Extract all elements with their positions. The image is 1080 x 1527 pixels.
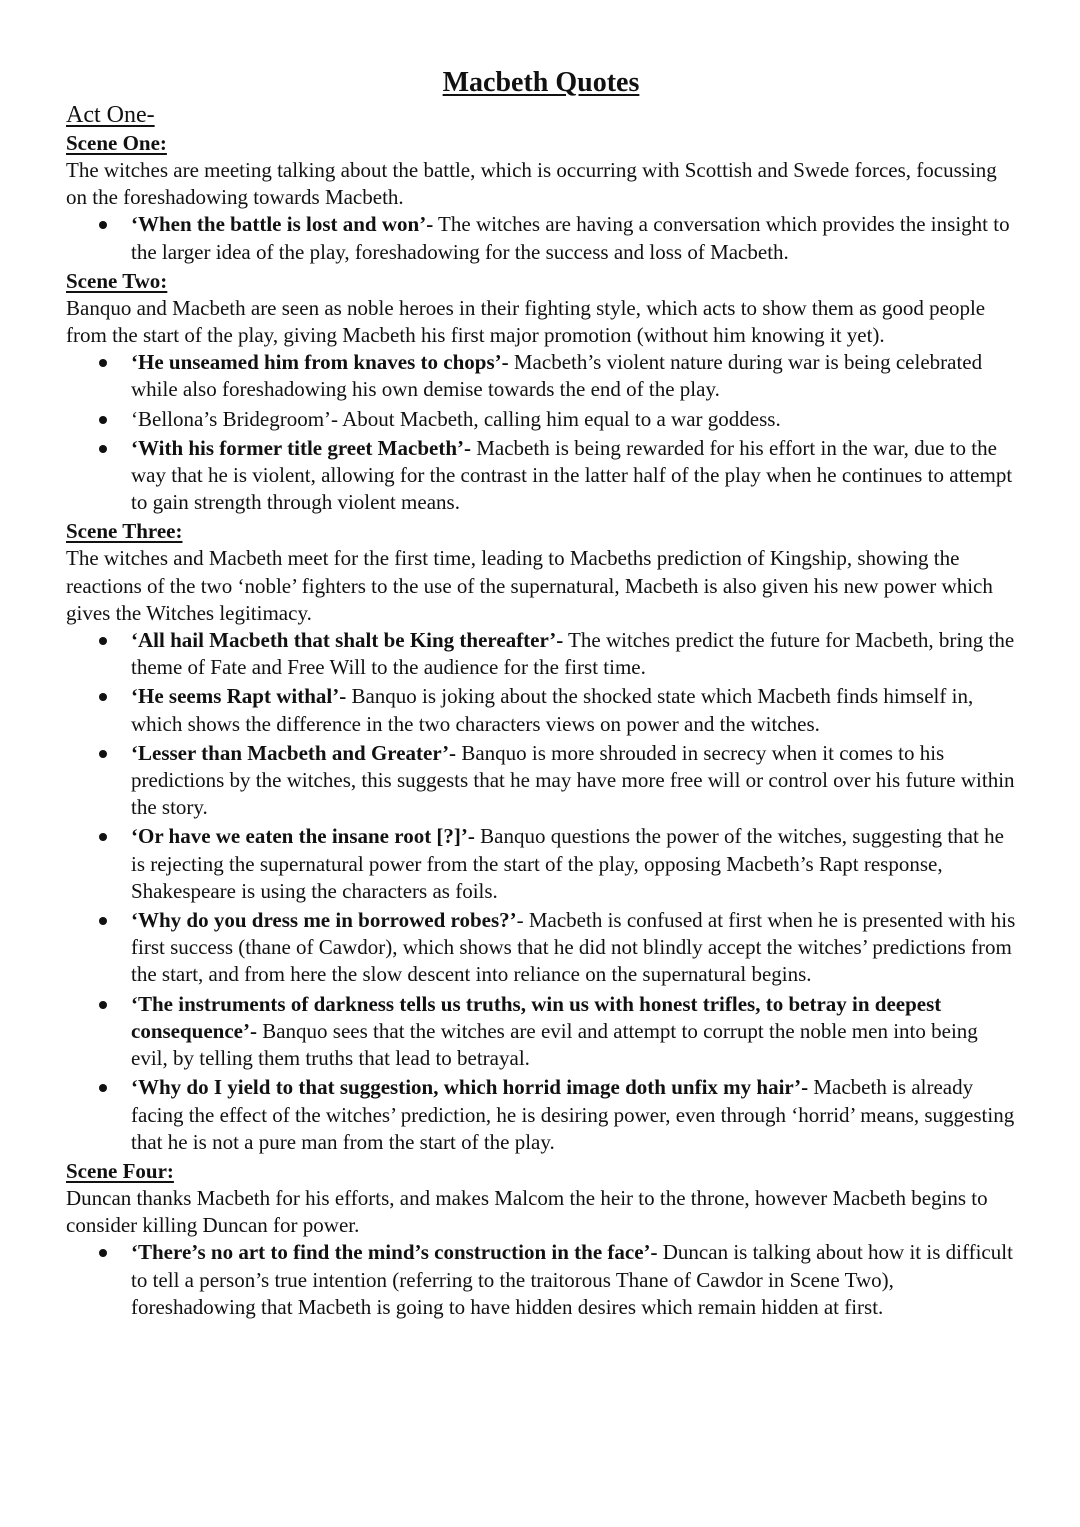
quote-item — [66, 627, 1016, 681]
document-page — [66, 66, 1016, 1323]
quote-text: ‘Lesser than Macbeth and Greater’- — [131, 740, 457, 765]
quote-explanation: Banquo is more shrouded in secrecy when it comes to his predictions by the witches, this suggests that he may have more free will or control over his future within the story. — [131, 740, 1015, 820]
quote-list — [66, 211, 1016, 265]
scenes-container — [66, 130, 1016, 1321]
quote-list — [66, 1239, 1016, 1321]
quote-explanation: Macbeth’s violent nature during war is being celebrated while also foreshadowing his own demise towards the end of the play. — [131, 350, 983, 402]
quote-text: ‘All hail Macbeth that shalt be King thereafter’- — [131, 628, 564, 653]
quote-text: ‘Why do I yield to that suggestion, which horrid image doth unfix my hair’- — [131, 1075, 809, 1100]
scene-summary: The witches and Macbeth meet for the first time, leading to Macbeths prediction of Kingship, showing the reactions of the two ‘noble’ fighters to the use of the supernatural, Macbeth is also given his new power which gives the Witches legitimacy. — [66, 546, 993, 625]
scene-summary: The witches are meeting talking about the battle, which is occurring with Scottish and Swede forces, focussing on the foreshadowing towards Macbeth. — [66, 158, 997, 210]
scene-section — [66, 130, 1016, 266]
quote-explanation: Macbeth is already facing the effect of the witches’ prediction, he is desiring power, even through ‘horrid’ means, suggesting that he is not a pure man from the start of the play. — [131, 1075, 1015, 1154]
quote-text: ‘Or have we eaten the insane root [?]’- — [131, 824, 475, 849]
document-title: Macbeth Quotes — [442, 67, 640, 98]
quote-item — [66, 349, 1016, 403]
quote-item — [66, 1074, 1016, 1156]
quote-item — [66, 211, 1016, 265]
quote-explanation: Banquo sees that the witches are evil and attempt to corrupt the noble men into being evil, by telling them truths that lead to betrayal. — [131, 1018, 978, 1071]
quote-text: ‘He seems Rapt withal’- — [131, 684, 347, 709]
quote-item — [66, 1239, 1016, 1321]
quote-text: ‘Bellona’s Bridegroom’- — [131, 406, 339, 431]
scene-summary: Duncan thanks Macbeth for his efforts, and makes Malcom the heir to the throne, however Macbeth begins to consider killing Duncan for power. — [66, 1185, 988, 1238]
quote-text: ‘He unseamed him from knaves to chops’- — [131, 350, 509, 375]
quote-explanation: Banquo is joking about the shocked state which Macbeth finds himself in, which shows the difference in the two characters views on power and the witches. — [131, 684, 974, 736]
quote-item — [66, 991, 1016, 1073]
quote-explanation: Duncan is talking about how it is difficult to tell a person’s true intention (referring to the traitorous Thane of Cawdor in Scene Two), foreshadowing that Macbeth is going to have hidden desires which remain hidden at first. — [131, 1240, 1013, 1319]
quote-explanation: Banquo questions the power of the witches, suggesting that he is rejecting the supernatural power from the start of the play, opposing Macbeth’s Rapt response, Shakespeare is using the characters as foils. — [131, 824, 1004, 903]
quote-explanation: The witches predict the future for Macbeth, bring the theme of Fate and Free Will to the audience for the first time. — [131, 628, 1015, 680]
quote-item — [66, 740, 1016, 822]
scene-heading: Scene Two: — [66, 268, 168, 293]
quote-explanation: About Macbeth, calling him equal to a war goddess. — [338, 406, 781, 431]
quote-text: ‘Why do you dress me in borrowed robes?’ — [131, 908, 517, 933]
quote-text: ‘With his former title greet Macbeth’- — [131, 435, 471, 460]
scene-heading: Scene One: — [66, 131, 167, 155]
scene-heading: Scene Three: — [66, 519, 183, 544]
quote-text: ‘The instruments of darkness tells us truths, win us with honest trifles, to betray in deepest consequence’- — [131, 991, 942, 1043]
quote-item — [66, 406, 1016, 433]
quote-text: ‘There’s no art to find the mind’s construction in the face’- — [131, 1240, 658, 1265]
scene-heading: Scene Four: — [66, 1158, 174, 1183]
quote-item — [66, 823, 1016, 905]
act-heading: Act One- — [66, 102, 155, 128]
quote-text: ‘When the battle is lost and won’- — [131, 212, 434, 237]
scene-section — [66, 518, 1016, 1155]
scene-section — [66, 268, 1016, 517]
scene-section — [66, 1158, 1016, 1321]
quote-list — [66, 349, 1016, 516]
quote-explanation: The witches are having a conversation which provides the insight to the larger idea of the play, foreshadowing for the success and loss of Macbeth. — [131, 212, 1010, 264]
quote-item — [66, 907, 1016, 989]
quote-explanation: Macbeth is being rewarded for his effort in the war, due to the way that he is violent, allowing for the contrast in the latter half of the play when he continues to attempt to gain strength through violent means. — [131, 435, 1013, 515]
quote-list — [66, 627, 1016, 1156]
quote-item — [66, 435, 1016, 517]
scene-summary: Banquo and Macbeth are seen as noble heroes in their fighting style, which acts to show them as good people from the start of the play, giving Macbeth his first major promotion (without him knowing it yet). — [66, 295, 986, 348]
quote-item — [66, 683, 1016, 737]
quote-explanation: - Macbeth is confused at first when he is presented with his first success (thane of Cawdor), which shows that he did not blindly accept the witches’ predictions from the start, and from here the slow descent into reliance on the supernatural begins. — [131, 908, 1016, 987]
